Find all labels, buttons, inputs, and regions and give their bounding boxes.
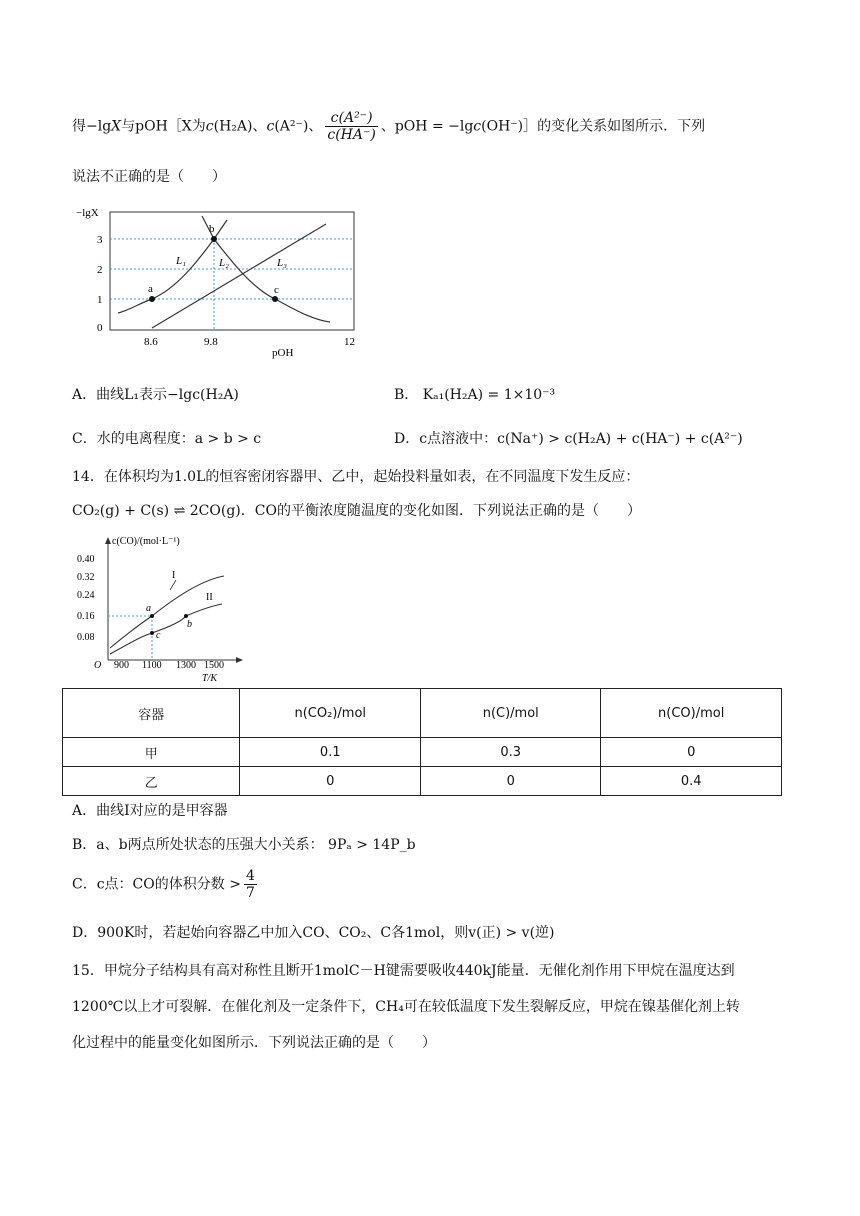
- point-b-label: b: [209, 223, 215, 235]
- table-cell: 甲: [63, 738, 240, 767]
- ytick-016: 0.16: [77, 611, 95, 622]
- q13-option-b[interactable]: B． Kₐ₁(H₂A) = 1×10⁻³: [394, 387, 556, 403]
- ytick-008: 0.08: [77, 632, 95, 643]
- ytick-3: 3: [97, 234, 103, 246]
- table-cell: 0: [421, 767, 601, 796]
- q14-option-a[interactable]: A．曲线Ⅰ对应的是甲容器: [72, 803, 228, 819]
- q13-c3: c: [473, 118, 482, 135]
- q14-frac-num: 4: [245, 868, 255, 884]
- curve-II-label: II: [206, 592, 213, 603]
- q13-line2: 说法不正确的是（ ）: [72, 169, 226, 185]
- xtick-900: 900: [114, 660, 129, 671]
- ytick-024: 0.24: [77, 590, 95, 601]
- point-c-label: c: [156, 630, 161, 641]
- q13-c1: c: [205, 118, 214, 135]
- ytick-0: 0: [97, 322, 103, 334]
- q14-option-d[interactable]: D．900K时，若起始向容器乙中加入CO、CO₂、C各1mol，则v(正) > v(逆): [72, 925, 555, 941]
- co-temperature-chart: [72, 534, 272, 684]
- q13-poh: pOH: [135, 118, 168, 135]
- table-row: [63, 767, 782, 796]
- q13-intro-line: [72, 110, 705, 143]
- table-cell: 0.1: [240, 738, 421, 767]
- chart1-ylabel: −lgX: [76, 207, 99, 219]
- q13-intro-prefix: 得: [72, 118, 86, 135]
- chart2-y-arrow: [105, 537, 111, 544]
- point-b-label: b: [187, 619, 192, 630]
- table-cell: 0.4: [601, 767, 782, 796]
- curve-I: [110, 576, 224, 648]
- table-row: [63, 738, 782, 767]
- curve-I-leader: [170, 580, 176, 590]
- curve-L3-label: L₃: [277, 257, 287, 269]
- curve-I-label: I: [172, 570, 176, 581]
- q14-equation: CO₂(g) + C(s) ⇌ 2CO(g): [72, 503, 241, 519]
- point-a-label: a: [148, 283, 153, 295]
- xtick-8_6: 8.6: [144, 336, 158, 348]
- chart2-ylabel: c(CO)/(mol·L⁻¹): [112, 536, 180, 547]
- xtick-1500: 1500: [204, 660, 224, 671]
- point-a: [149, 296, 155, 302]
- point-a-label: a: [146, 603, 151, 614]
- point-b: [184, 614, 188, 618]
- xtick-1300: 1300: [176, 660, 196, 671]
- feed-table: [62, 688, 782, 796]
- q13-sep2: 、: [308, 118, 323, 135]
- point-a: [150, 614, 154, 618]
- ytick-040: 0.40: [77, 554, 95, 565]
- curve-II: [110, 604, 222, 654]
- table-cell: 乙: [63, 767, 240, 796]
- xtick-1100: 1100: [142, 660, 162, 671]
- q13-option-c[interactable]: C．水的电离程度：a > b > c: [72, 431, 262, 447]
- q13-h2a: (H₂A): [213, 118, 253, 135]
- q13-frac-den: c(HA⁻): [327, 127, 376, 143]
- q13-bracket-open: ［X为: [167, 118, 206, 135]
- q13-tail: ］的变化关系如图所示．下列: [523, 118, 706, 135]
- q14-option-c-text: C．c点：CO的体积分数 >: [72, 876, 241, 893]
- table-header-row: [63, 689, 782, 738]
- q13-frac-num: c(A²⁻): [325, 110, 377, 127]
- table-cell: 0.3: [421, 738, 601, 767]
- q15-line1: 15．甲烷分子结构具有高对称性且断开1molC－H键需要吸收440kJ能量．无催化剂作用下甲烷在温度达到: [72, 963, 735, 979]
- q13-x-symbol: X: [111, 118, 122, 135]
- q15-line3: 化过程中的能量变化如图所示．下列说法正确的是（ ）: [72, 1035, 436, 1051]
- q13-option-a[interactable]: A．曲线L₁表示−lgc(H₂A): [72, 387, 239, 403]
- q15-line2: 1200℃以上才可裂解．在催化剂及一定条件下，CH₄可在较低温度下发生裂解反应，甲烷在镍基催化剂上转: [72, 999, 740, 1015]
- table-header: n(CO₂)/mol: [240, 689, 421, 738]
- q13-c2: c: [266, 118, 275, 135]
- q13-fraction: [325, 110, 377, 143]
- point-c-label: c: [274, 284, 279, 296]
- q13-oh: (OH⁻): [481, 118, 524, 135]
- point-c: [272, 296, 278, 302]
- chart2-x-arrow: [236, 657, 243, 663]
- table-header: n(CO)/mol: [601, 689, 782, 738]
- xtick-9_8: 9.8: [204, 336, 218, 348]
- ytick-032: 0.32: [77, 572, 95, 583]
- q14-line1: 14．在体积均为1.0L的恒容密闭容器甲、乙中，起始投料量如表，在不同温度下发生反应：: [72, 469, 640, 485]
- point-b: [211, 236, 217, 242]
- q13-lgx: −lg: [86, 118, 112, 135]
- table-header: 容器: [63, 689, 240, 738]
- q13-a2: (A²⁻): [274, 118, 309, 135]
- chart2-origin: O: [94, 660, 102, 671]
- table-cell: 0: [240, 767, 421, 796]
- q14-option-c-fraction: [244, 868, 257, 901]
- chart1-xlabel: pOH: [272, 347, 294, 359]
- q14-frac-den: 7: [245, 885, 255, 901]
- q13-option-d[interactable]: D．c点溶液中：c(Na⁺) > c(H₂A) + c(HA⁻) + c(A²⁻): [394, 431, 743, 447]
- ytick-1: 1: [97, 294, 103, 306]
- q13-poh-def: 、pOH = −lg: [380, 118, 474, 135]
- pOH-chart: [72, 200, 372, 360]
- curve-L1-label: L₁: [176, 255, 186, 267]
- q14-equation-tail: ．CO的平衡浓度随温度的变化如图．下列说法正确的是（ ）: [240, 503, 641, 519]
- ytick-2: 2: [97, 264, 103, 276]
- chart2-xlabel: T/K: [202, 673, 218, 684]
- q13-sep1: 、: [252, 118, 267, 135]
- q14-option-b[interactable]: B．a、b两点所处状态的压强大小关系： 9Pₐ > 14P_b: [72, 837, 416, 853]
- table-cell: 0: [601, 738, 782, 767]
- point-c: [150, 631, 154, 635]
- curve-L2-label: L₂: [219, 257, 229, 269]
- q13-with: 与: [121, 118, 136, 135]
- q14-line2: [72, 500, 641, 520]
- table-header: n(C)/mol: [421, 689, 601, 738]
- q14-option-c[interactable]: [72, 868, 260, 901]
- xtick-12: 12: [344, 336, 355, 348]
